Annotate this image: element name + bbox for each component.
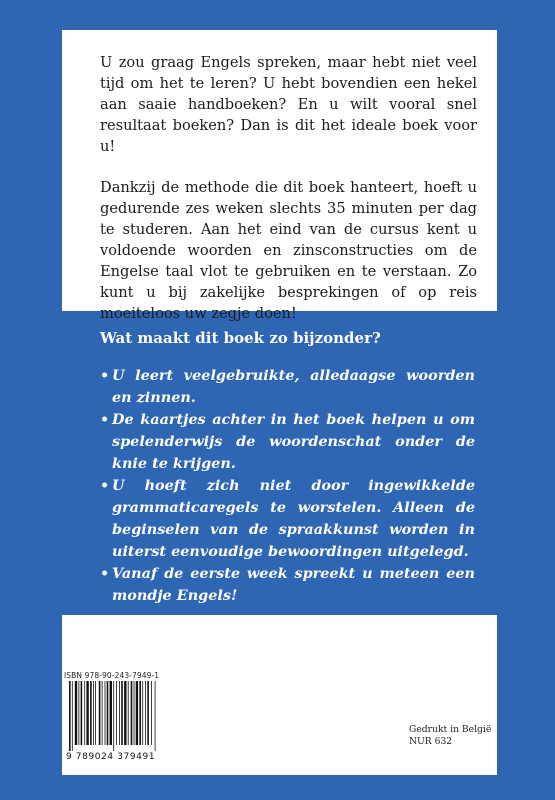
intro-paragraph-1: U zou graag Engels spreken, maar hebt niet veel tijd om het te leren? U hebt bovendien een hekel aan saaie handboeken? En u wilt vooral snel resultaat boeken? Dan is dit het ideale boek voor u! <box>100 54 477 155</box>
features-list <box>100 365 475 607</box>
feature-item <box>100 475 475 563</box>
printed-in-label: Gedrukt in België <box>409 724 492 735</box>
feature-text: De kaartjes achter in het boek helpen u om spelenderwijs de woordenschat onder de knie te krijgen. <box>112 411 475 472</box>
feature-text: U leert veelgebruikte, alledaagse woorden en zinnen. <box>112 367 475 406</box>
nur-label: NUR 632 <box>409 736 453 747</box>
features-title: Wat maakt dit boek zo bijzonder? <box>100 329 381 347</box>
features-box <box>62 311 497 615</box>
bullet-icon: • <box>100 565 110 582</box>
feature-text: U hoeft zich niet door ingewikkelde grammaticaregels te worstelen. Alleen de beginselen van de spraakkunst worden in uiterst eenvoudige bewoordingen uitgelegd. <box>112 477 475 560</box>
isbn-label: ISBN 978-90-243-7949-1 <box>64 671 160 680</box>
barcode-digits: 9 789024 379491 <box>66 752 156 762</box>
barcode-image <box>68 681 165 751</box>
bullet-icon: • <box>100 367 110 384</box>
bullet-icon: • <box>100 411 110 428</box>
feature-item <box>100 563 475 607</box>
bullet-icon: • <box>100 477 110 494</box>
feature-item <box>100 365 475 409</box>
feature-item <box>100 409 475 475</box>
print-info <box>409 724 491 748</box>
intro-panel <box>62 30 497 322</box>
intro-paragraph-2: Dankzij de methode die dit boek hanteert, hoeft u gedurende zes weken slechts 35 minuten per dag te studeren. Aan het eind van de cursus kent u voldoende woorden en zinsconstructies om de Engelse taal vlot te gebruiken en te verstaan. Zo kunt u bij zakelijke besprekingen of op reis moeiteloos uw zegje doen! <box>100 179 477 322</box>
publisher-panel <box>62 615 497 775</box>
feature-text: Vanaf de eerste week spreekt u meteen een mondje Engels! <box>112 565 475 604</box>
